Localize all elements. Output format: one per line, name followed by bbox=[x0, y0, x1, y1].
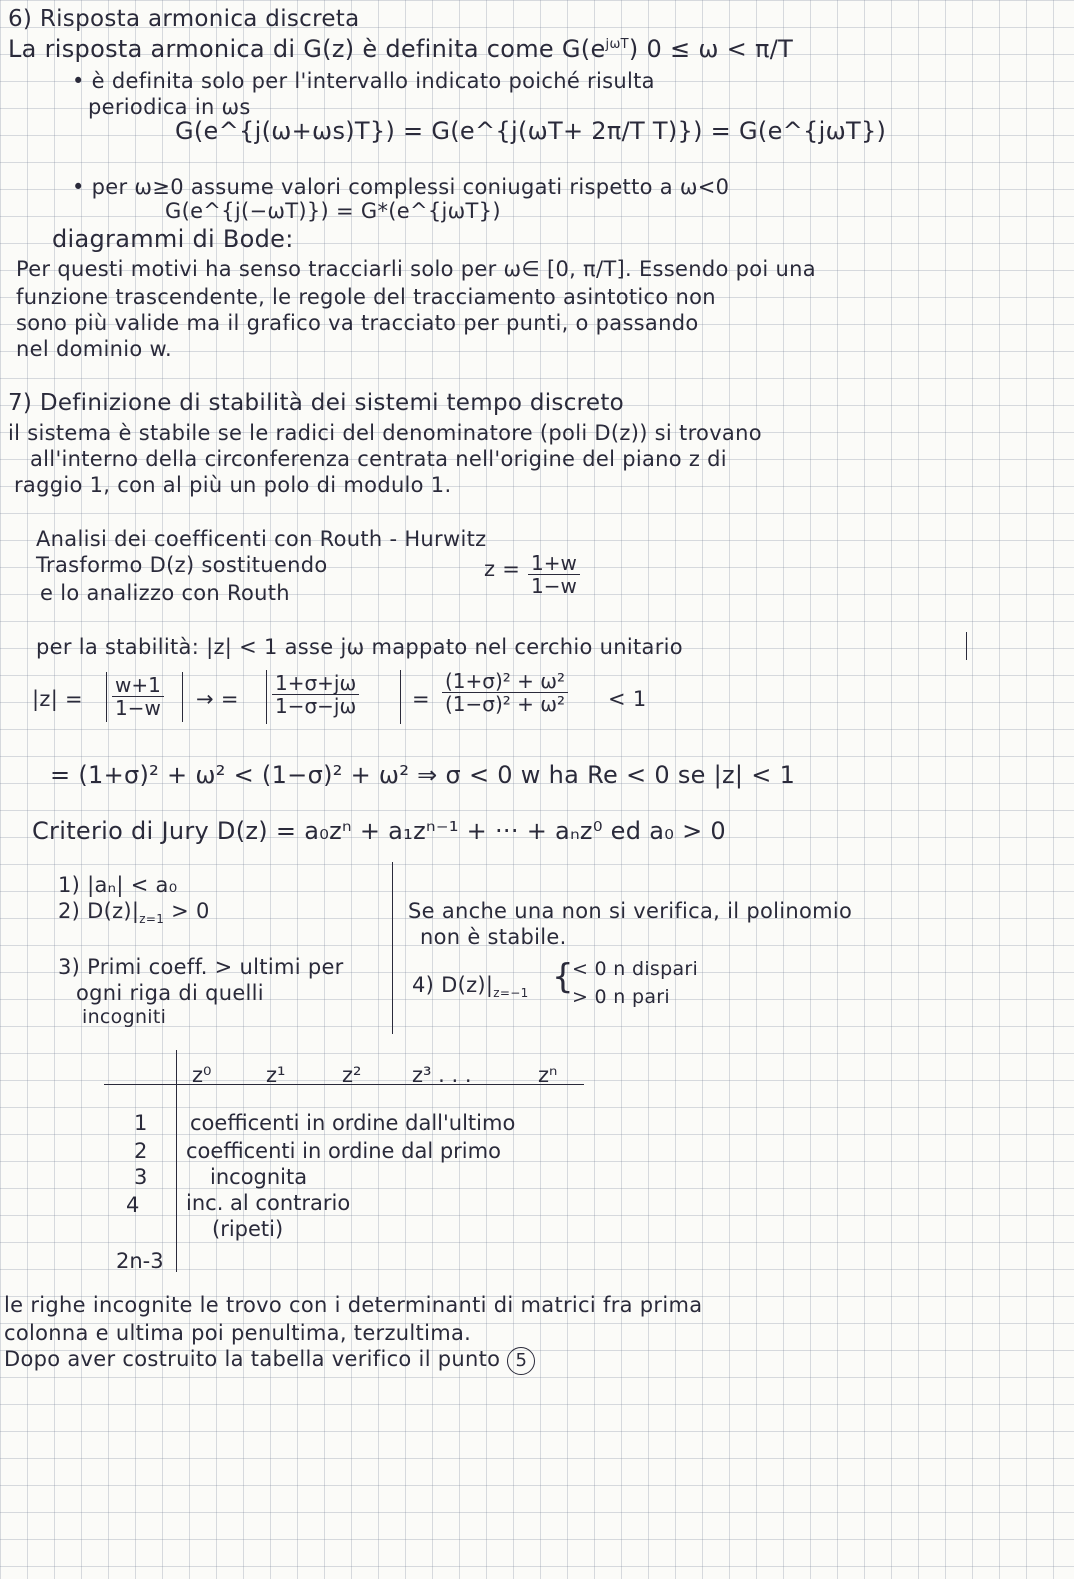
s7-line-3: raggio 1, con al più un polo di modulo 1. bbox=[14, 473, 452, 497]
table-index-rule bbox=[176, 1050, 177, 1272]
mod-fraction-2 bbox=[272, 672, 359, 717]
bode-line-3: sono più valide ma il grafico va tracciato per punti, o passando bbox=[16, 311, 699, 335]
mod-f1-num: w+1 bbox=[112, 674, 164, 697]
s6-line-4: • per ω≥0 assume valori complessi coniugati rispetto a ω<0 bbox=[72, 175, 730, 199]
jury-condition-4 bbox=[412, 972, 529, 1006]
jury-note-1: Se anche una non si verifica, il polinomio bbox=[408, 899, 853, 923]
mod-lhs: |z| = bbox=[32, 687, 83, 711]
jury-condition-4-even: > 0 n pari bbox=[572, 986, 670, 1008]
jury-condition-3b: ogni riga di quelli bbox=[76, 981, 264, 1005]
c4-sub: z=−1 bbox=[493, 986, 529, 1001]
c2-tail: > 0 bbox=[164, 899, 210, 923]
mod-f3-num: (1+σ)² + ω² bbox=[442, 670, 568, 693]
s6-line-1-sup: jωT bbox=[605, 37, 629, 52]
table-row-index: 2n-3 bbox=[116, 1249, 164, 1273]
stability-line: per la stabilità: |z| < 1 asse jω mappato nel cerchio unitario bbox=[36, 635, 683, 659]
mod-fraction-3 bbox=[442, 670, 568, 715]
table-header-z2: z² bbox=[342, 1063, 362, 1087]
end-line-1: le righe incognite le trovo con i determinanti di matrici fra prima bbox=[4, 1293, 703, 1317]
jury-condition-3a: 3) Primi coeff. > ultimi per bbox=[58, 955, 344, 979]
section-6-title: 6) Risposta armonica discreta bbox=[8, 6, 360, 32]
s6-line-2: • è definita solo per l'intervallo indicato poiché risulta bbox=[72, 69, 655, 93]
mod-arrow: → = bbox=[196, 687, 239, 711]
end-line-3 bbox=[4, 1346, 535, 1375]
inequality-line: = (1+σ)² + ω² < (1−σ)² + ω² ⇒ σ < 0 w ha Re < 0 se |z| < 1 bbox=[50, 761, 796, 789]
abs-bar bbox=[266, 670, 267, 724]
jury-condition-3c: incogniti bbox=[82, 1006, 167, 1028]
table-row-index: 3 bbox=[134, 1165, 148, 1189]
table-header-z3: z³ . . . bbox=[412, 1063, 472, 1087]
s7-line-2: all'interno della circonferenza centrata nell'origine del piano z di bbox=[30, 447, 727, 471]
stability-bar bbox=[966, 632, 967, 660]
table-header-zn: zⁿ bbox=[538, 1063, 558, 1087]
section-7-title: 7) Definizione di stabilità dei sistemi tempo discreto bbox=[8, 390, 625, 416]
end-line-2: colonna e ultima poi penultima, terzultima. bbox=[4, 1321, 472, 1345]
table-header-z0: z⁰ bbox=[192, 1063, 212, 1087]
routh-line-3: e lo analizzo con Routh bbox=[40, 581, 290, 605]
table-row-index: 2 bbox=[134, 1139, 148, 1163]
bode-line-1: Per questi motivi ha senso tracciarli solo per ω∈ [0, π/T]. Essendo poi una bbox=[16, 257, 816, 281]
z-num: 1+w bbox=[528, 552, 580, 575]
table-row-index: 4 bbox=[126, 1193, 140, 1217]
abs-bar bbox=[400, 670, 401, 724]
mod-eq: = bbox=[412, 687, 430, 711]
s6-line-3: periodica in ωs bbox=[88, 95, 251, 119]
table-row-text: coefficenti in ordine dal primo bbox=[186, 1139, 501, 1163]
abs-bar bbox=[106, 672, 107, 722]
c4-text: 4) D(z)| bbox=[412, 973, 494, 997]
routh-line-1: Analisi dei coefficenti con Routh - Hurwitz bbox=[36, 527, 487, 551]
bode-line-2: funzione trascendente, le regole del tracciamento asintotico non bbox=[16, 285, 716, 309]
end-line-3-text: Dopo aver costruito la tabella verifico il punto bbox=[4, 1347, 501, 1371]
circled-number: 5 bbox=[507, 1347, 535, 1375]
jury-condition-2 bbox=[58, 898, 210, 932]
jury-heading: Criterio di Jury D(z) = a₀zⁿ + a₁zⁿ⁻¹ + ··· + aₙz⁰ ed a₀ > 0 bbox=[32, 817, 726, 845]
table-row-text: inc. al contrario bbox=[186, 1191, 351, 1215]
z-substitution-fraction bbox=[528, 552, 580, 597]
s6-equation-1: G(e^{j(ω+ωs)T}) = G(e^{j(ωT+ 2π/T T)}) = G(e^{jωT}) bbox=[175, 117, 887, 145]
s6-equation-2: G(e^{j(−ωT)}) = G*(e^{jωT}) bbox=[165, 199, 501, 223]
mod-lt: < 1 bbox=[608, 687, 647, 711]
table-row-text: (ripeti) bbox=[212, 1217, 284, 1241]
jury-condition-4-odd: < 0 n dispari bbox=[572, 958, 699, 980]
jury-note-2: non è stabile. bbox=[420, 925, 567, 949]
mod-f1-den: 1−w bbox=[115, 696, 161, 720]
table-row-text: incognita bbox=[210, 1165, 308, 1189]
mod-fraction-1 bbox=[112, 674, 164, 719]
s6-line-1-tail: ) 0 ≤ ω < π/T bbox=[628, 35, 794, 63]
table-row-index: 1 bbox=[134, 1111, 148, 1135]
s6-line-1-text: La risposta armonica di G(z) è definita come G(e bbox=[8, 35, 606, 63]
table-header-z1: z¹ bbox=[266, 1063, 286, 1087]
mod-f2-num: 1+σ+jω bbox=[272, 672, 359, 695]
z-den: 1−w bbox=[531, 574, 577, 598]
c2-sub: z=1 bbox=[139, 912, 165, 927]
s6-line-1 bbox=[8, 32, 793, 62]
bode-heading: diagrammi di Bode: bbox=[52, 225, 294, 253]
c2-text: 2) D(z)| bbox=[58, 899, 140, 923]
mod-f3-den: (1−σ)² + ω² bbox=[445, 692, 566, 716]
routh-line-2: Trasformo D(z) sostituendo bbox=[36, 553, 328, 577]
abs-bar bbox=[182, 672, 183, 722]
s7-line-1: il sistema è stabile se le radici del denominatore (poli D(z)) si trovano bbox=[8, 421, 762, 445]
table-row-text: coefficenti in ordine dall'ultimo bbox=[190, 1111, 516, 1135]
brace: { bbox=[552, 957, 574, 997]
jury-divider bbox=[392, 862, 393, 1034]
bode-line-4: nel dominio w. bbox=[16, 337, 172, 361]
z-substitution-label: z = bbox=[484, 557, 521, 581]
jury-condition-1: 1) |aₙ| < a₀ bbox=[58, 873, 178, 897]
mod-f2-den: 1−σ−jω bbox=[275, 694, 357, 718]
